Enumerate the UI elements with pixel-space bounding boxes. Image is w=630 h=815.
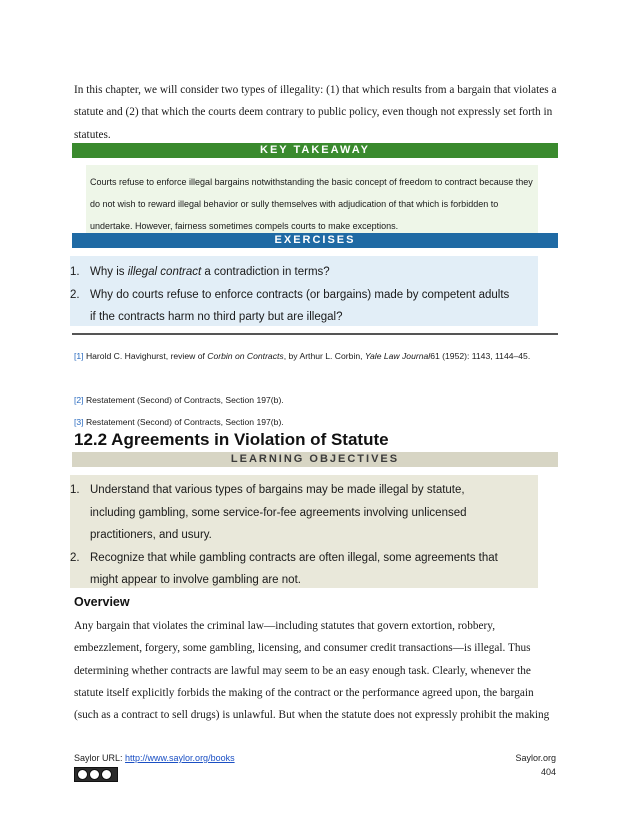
footnote-1: [1] Harold C. Havighurst, review of Corbin on Contracts, by Arthur L. Corbin, Yale Law Journal61 (1952): 1143, 1144–45. [74,351,531,361]
learning-objectives-box [70,475,538,588]
objective-item: 2. Recognize that while gambling contracts are often illegal, some agreements that might appear to involve gambling are not. [70,551,498,586]
learning-objectives-list [70,479,530,592]
footer-site: Saylor.org [515,753,556,763]
key-takeaway-text: Courts refuse to enforce illegal bargains notwithstanding the basic concept of freedom to contract because they do not wish to reward illegal behavior or sully themselves with adjudication of that which is forbidden to undertake. However, fairness sometimes compels courts to make exceptions. [90,177,533,231]
exercises-header: EXERCISES [72,233,558,248]
objective-item: 1. Understand that various types of bargains may be made illegal by statute, including gambling, some service-for-fee agreements involving unlicensed practitioners, and usury. [70,484,467,541]
key-takeaway-header: KEY TAKEAWAY [72,143,558,158]
footnote-2: [2] Restatement (Second) of Contracts, Section 197(b). [74,395,284,405]
intro-paragraph: In this chapter, we will consider two types of illegality: (1) that which results from a bargain that violates a statute and (2) that which the courts deem contrary to public policy, even though not expressly set forth in statutes. [74,84,557,141]
footnote-ref-link[interactable]: [1] [74,351,84,361]
cc-license-icon [74,767,118,782]
exercise-item: 1. Why is illegal contract a contradiction in terms? [70,266,330,278]
overview-paragraph: Any bargain that violates the criminal law—including statutes that govern extortion, robbery, embezzlement, forgery, some gambling, licensing, and consumer credit transactions—is illegal. Thus determining whether contracts are lawful may seem to be an easy enough task. Clearly, whenever the statute itself explicitly forbids the making of the contract or the performance agreed upon, the bargain (such as a contract to sell drugs) is unlawful. But when the statute does not expressly prohibit the making [74,620,550,722]
exercise-item: 2. Why do courts refuse to enforce contracts (or bargains) made by competent adults if the contracts harm no third party but are illegal? [70,288,510,323]
overview-heading: Overview [74,595,130,609]
section-heading: 12.2 Agreements in Violation of Statute [74,430,389,449]
footnote-ref-link[interactable]: [3] [74,417,84,427]
footnote-divider [72,333,558,335]
learning-objectives-header: LEARNING OBJECTIVES [72,452,558,467]
exercises-list [70,261,530,329]
exercises-box [70,256,538,326]
key-takeaway-box [86,165,538,233]
saylor-url-link[interactable]: http://www.saylor.org/books [125,753,235,763]
footnote-ref-link[interactable]: [2] [74,395,84,405]
footer-source: Saylor URL: http://www.saylor.org/books [74,753,235,763]
page-number: 404 [540,767,556,777]
footnote-3: [3] Restatement (Second) of Contracts, Section 197(b). [74,417,284,427]
